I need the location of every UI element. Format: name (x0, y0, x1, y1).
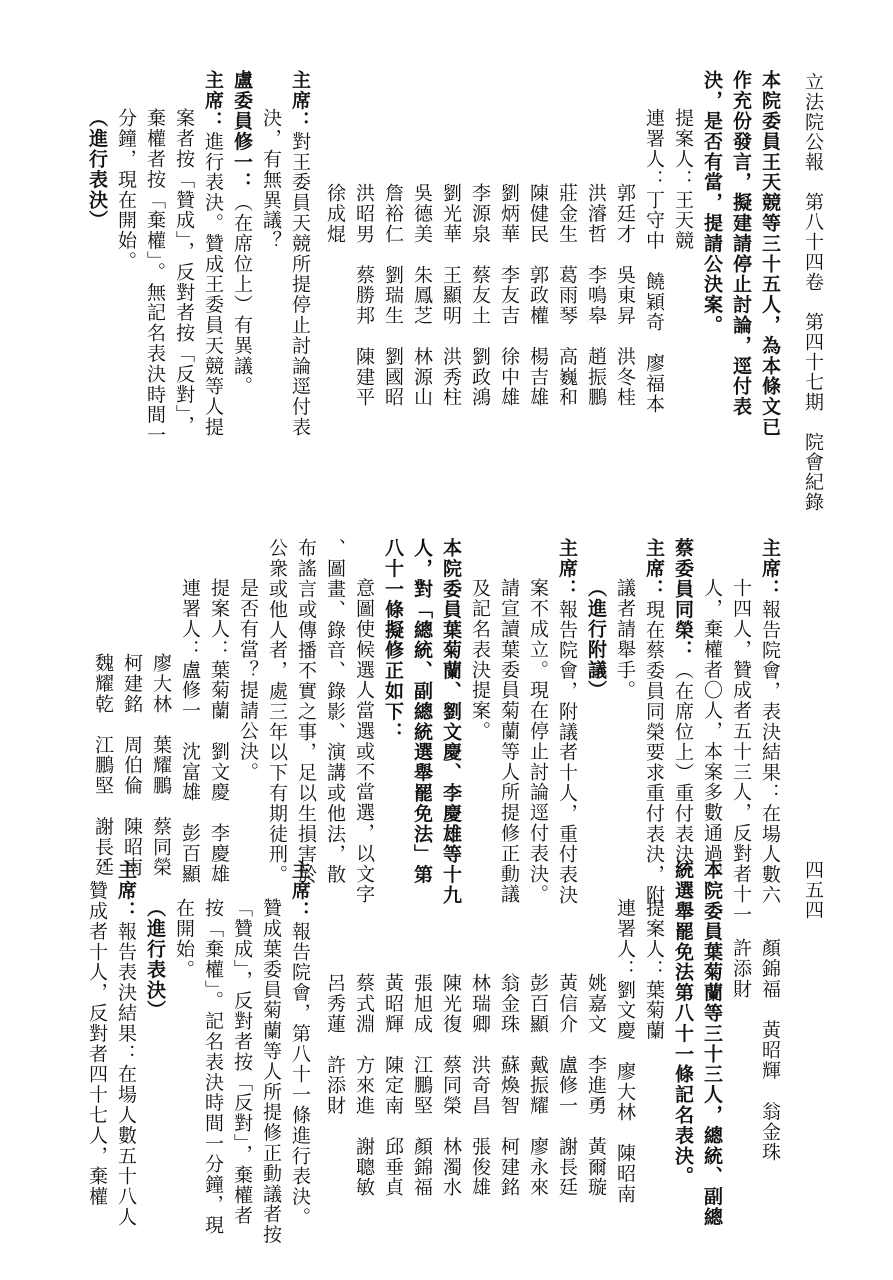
text-column: 作充份發言，擬建請停止討論，逕付表 (730, 70, 752, 417)
text-column: 呂秀蓮 許添財 (324, 973, 346, 1116)
text-column: 黃信介 盧修一 謝長廷 (556, 973, 578, 1198)
text-column: （進行附議） (585, 578, 607, 701)
text-column: 人，棄權者〇人，本案多數通過。 (701, 578, 723, 884)
text-column: 徐成焜 (324, 183, 346, 245)
speaker-label: 主席： (556, 538, 578, 600)
text-column: 本院委員王天競等三十五人，為本條文已 (759, 70, 781, 438)
text-column: （進行表決） (144, 898, 166, 1021)
text-column: 贊成葉委員菊蘭等人所提修正動議者按 (260, 898, 282, 1245)
text-column: 布謠言或傳播不實之事，足以生損害於 (295, 538, 317, 885)
text-column: 翁金珠 蘇煥智 柯建銘 (498, 973, 520, 1198)
text-column: 主席：報告院會，附議者十人，重付表決 (556, 538, 578, 906)
text-column: 「贊成」，反對者按「反對」，棄權者 (231, 898, 253, 1226)
text-column: 本院委員葉菊蘭、劉文慶、李慶雄等十九 (440, 538, 462, 906)
text-column: 按「棄權」。記名表決時間一分鐘，現 (202, 898, 224, 1236)
speaker-label: 主席： (202, 70, 224, 132)
text-column: 廖大林 葉耀鵬 蔡同榮 (150, 653, 172, 878)
text-column: 本院委員葉菊蘭等三十三人，總統、副總 (701, 860, 723, 1228)
speaker-label: 主席： (115, 860, 137, 922)
text-column: 是否有當？提請公決。 (237, 578, 259, 782)
text-column: （進行表決） (86, 108, 108, 231)
text-column: 洪濬哲 李鳴皋 趙振鵬 (585, 183, 607, 408)
speaker-label: 主席： (289, 860, 311, 922)
text-column: 、圖畫、錄音、錄影、演講或他法，散 (324, 538, 346, 885)
text-column: 柯建銘 周伯倫 陳昭南 (121, 653, 143, 878)
text-column: 李源泉 蔡友土 劉政鴻 (469, 183, 491, 408)
text-column: 陳光復 蔡同榮 林濁水 (440, 973, 462, 1198)
speaker-label: 盧委員修一： (231, 70, 253, 193)
text-column: 案不成立。現在停止討論逕付表決。 (527, 578, 549, 905)
page-header-title: 立法院公報 第八十四卷 第四十七期 院會紀錄 (802, 72, 824, 512)
text-column: 議者請舉手。 (614, 578, 636, 701)
text-column: 連署人：丁守中 饒穎奇 廖福本 (643, 108, 665, 414)
text-column: 劉光華 王顯明 洪秀柱 (440, 183, 462, 408)
text-column: 黃昭輝 陳定南 邱垂貞 (382, 973, 404, 1198)
text-column: 盧委員修一：（在席位上）有異議。 (231, 70, 253, 397)
text-column: 林瑞卿 洪奇昌 張俊雄 (469, 973, 491, 1198)
text-column: 統選舉罷免法第八十一條記名表決。 (672, 860, 694, 1187)
text-column: 主席：報告院會，表決結果：在場人數六 (759, 538, 781, 906)
text-column: ，贊成者十人，反對者四十七人，棄權 (86, 860, 108, 1207)
text-column: 顏錦福 黃昭輝 翁金珠 (759, 938, 781, 1163)
text-column: 劉炳華 李友吉 徐中雄 (498, 183, 520, 408)
text-column: 彭百顯 戴振耀 廖永來 (527, 973, 549, 1198)
text-column: 及記名表決提案。 (469, 578, 491, 742)
text-column: 提案人：王天競 (672, 108, 694, 251)
text-column: 主席：報告表決結果：在場人數五十八人 (115, 860, 137, 1228)
text-column: 蔡式淵 方來進 謝聰敏 (353, 973, 375, 1198)
text-column: 分鐘，現在開始。 (115, 108, 137, 272)
text-column: 主席：對王委員天競所提停止討論逕付表 (289, 70, 311, 438)
text-column: 決，是否有當，提請公決案。 (701, 70, 723, 336)
text-column: 十四人，贊成者五十三人，反對者十一 (730, 578, 752, 925)
text-column: 主席：報告院會，第八十一條進行表決。 (289, 860, 311, 1228)
text-column: 棄權者按「棄權」。無記名表決時間一 (144, 108, 166, 446)
text-column: 陳健民 郭政權 楊吉雄 (527, 183, 549, 408)
text-column: 詹裕仁 劉瑞生 劉國昭 (382, 183, 404, 408)
speaker-label: 蔡委員同榮： (672, 538, 694, 661)
text-column: 人，對「總統、副總統選舉罷免法」第 (411, 538, 433, 885)
text-column: 魏耀乾 江鵬堅 謝長廷 (92, 653, 114, 878)
speaker-label: 主席： (759, 538, 781, 600)
text-column: 姚嘉文 李進勇 黃爾璇 (585, 973, 607, 1198)
text-column: 張旭成 江鵬堅 顏錦福 (411, 973, 433, 1198)
text-column: 莊金生 葛雨琴 高巍和 (556, 183, 578, 408)
text-column: 郭廷才 吳東昇 洪冬桂 (614, 183, 636, 408)
speaker-label: 主席： (643, 538, 665, 600)
text-column: 提案人：葉菊蘭 劉文慶 李慶雄 (208, 578, 230, 884)
page-number: 四五四 (802, 860, 824, 920)
text-column: 案者按「贊成」，反對者按「反對」， (173, 108, 195, 436)
text-column: 主席：現在蔡委員同榮要求重付表決，附 (643, 538, 665, 906)
text-column: 在開始。 (173, 898, 195, 980)
text-column: 八十一條擬修正如下： (382, 538, 404, 742)
text-column: 提案人：葉菊蘭 (643, 898, 665, 1041)
text-column: 決，有無異議？ (260, 108, 282, 251)
text-column: 意圖使候選人當選或不當選，以文字 (353, 578, 375, 905)
text-column: 洪昭男 蔡勝邦 陳建平 (353, 183, 375, 408)
text-column: 請宣讀葉委員菊蘭等人所提修正動議 (498, 578, 520, 905)
text-column: 吳德美 朱鳳芝 林源山 (411, 183, 433, 408)
text-column: 蔡委員同榮：（在席位上）重付表決。 (672, 538, 694, 885)
text-column: 連署人：盧修一 沈富雄 彭百顯 (179, 578, 201, 884)
text-column: 許添財 (730, 938, 752, 1000)
speaker-label: 主席： (289, 70, 311, 132)
text-column: 連署人：劉文慶 廖大林 陳昭南 (614, 898, 636, 1204)
text-column: 公衆或他人者，處三年以下有期徒刑。 (266, 538, 288, 885)
text-column: 主席：進行表決。贊成王委員天競等人提 (202, 70, 224, 438)
